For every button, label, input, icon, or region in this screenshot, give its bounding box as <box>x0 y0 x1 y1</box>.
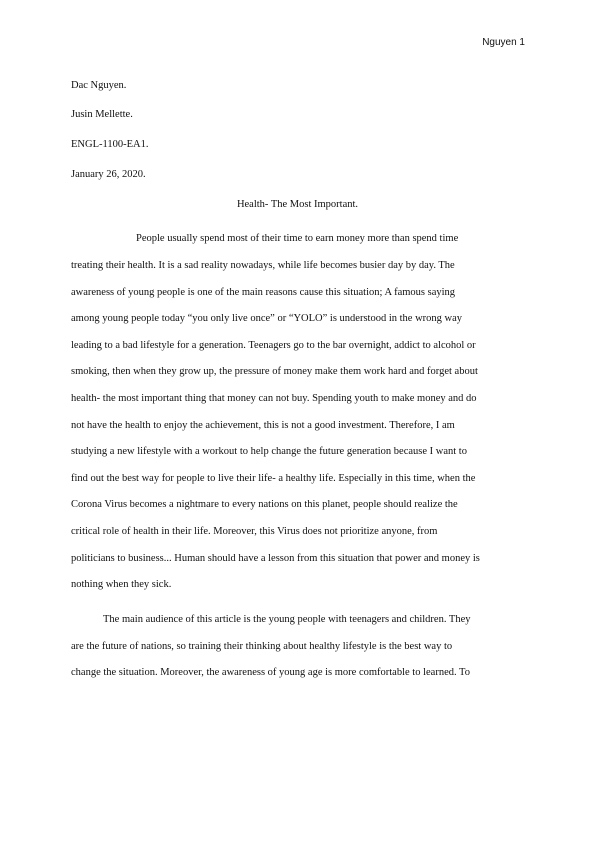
text-line: not have the health to enjoy the achievement, this is not a good investment. Therefore, I am <box>71 420 455 431</box>
text-line: critical role of health in their life. Moreover, this Virus does not prioritize anyone, from <box>71 526 438 537</box>
document-date: January 26, 2020. <box>71 169 146 180</box>
text-line: treating their health. It is a sad reality nowadays, while life becomes busier day by day. The <box>71 260 455 271</box>
running-header: Nguyen 1 <box>482 37 525 48</box>
text-line: studying a new lifestyle with a workout to help change the future generation because I want to <box>71 446 467 457</box>
text-line: change the situation. Moreover, the awareness of young age is more comfortable to learned. To <box>71 667 470 678</box>
text-line: health- the most important thing that money can not buy. Spending youth to make money and do <box>71 393 477 404</box>
text-line: The main audience of this article is the young people with teenagers and children. They <box>103 614 471 625</box>
text-line: are the future of nations, so training their thinking about healthy lifestyle is the best way to <box>71 641 453 652</box>
text-line: politicians to business... Human should have a lesson from this situation that power and money is <box>71 553 480 564</box>
text-line: smoking, then when they grow up, the pressure of money make them work hard and forget about <box>71 366 478 377</box>
text-line: Corona Virus becomes a nightmare to every nations on this planet, people should realize the <box>71 499 458 510</box>
text-line: among young people today “you only live once” or “YOLO” is understood in the wrong way <box>71 313 463 324</box>
instructor-name: Jusin Mellette. <box>71 109 133 120</box>
text-line: nothing when they sick. <box>71 579 172 590</box>
course-code: ENGL-1100-EA1. <box>71 139 149 150</box>
text-line: find out the best way for people to live their life- a healthy life. Especially in this time, when the <box>71 473 476 484</box>
text-line: leading to a bad lifestyle for a generation. Teenagers go to the bar overnight, addict to alcohol or <box>71 340 476 351</box>
essay-title: Health- The Most Important. <box>236 199 359 210</box>
text-line: awareness of young people is one of the main reasons cause this situation; A famous saying <box>71 287 456 298</box>
author-name: Dac Nguyen. <box>71 80 127 91</box>
text-line: People usually spend most of their time to earn money more than spend time <box>136 233 459 244</box>
